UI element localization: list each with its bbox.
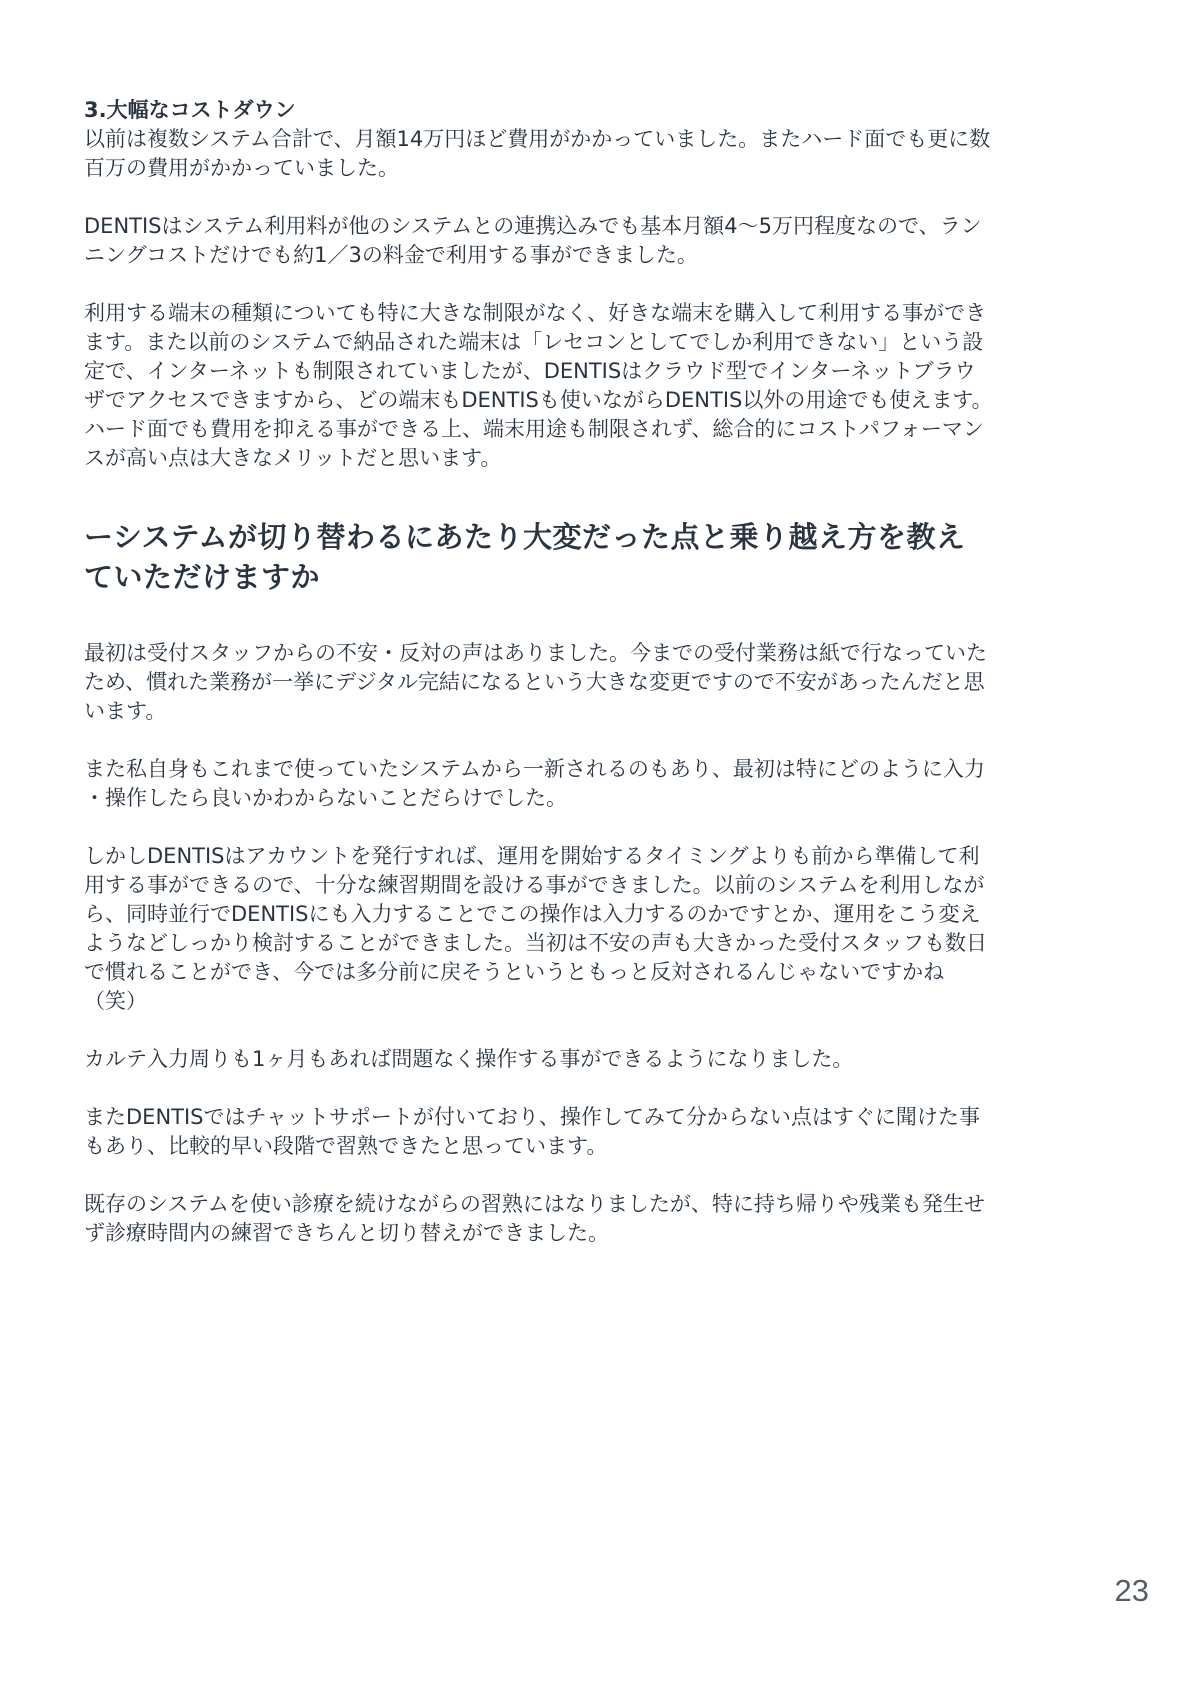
paragraph: 最初は受付スタッフからの不安・反対の声はありました。今までの受付業務は紙で行なっていた ため、慣れた業務が一挙にデジタル完結になるという大きな変更ですので不安があったんだと思 います。 (84, 641, 987, 723)
paragraph: また私自身もこれまで使っていたシステムから一新されるのもあり、最初は特にどのように入力 ・操作したら良いかわからないことだらけでした。 (84, 757, 985, 810)
paragraph: またDENTISではチャットサポートが付いており、操作してみて分からない点はすぐに聞けた事 もあり、比較的早い段階で習熟できたと思っています。 (84, 1105, 980, 1158)
question-heading: ーシステムが切り替わるにあたり大変だった点と乗り越え方を教え ていただけますか (84, 520, 966, 594)
section-title-cost-down: 3.大幅なコストダウン (84, 98, 296, 122)
answer-body (84, 639, 1124, 1248)
document-body (84, 96, 1124, 1248)
paragraph: 既存のシステムを使い診療を続けながらの習熟にはなりましたが、特に持ち帰りや残業も発生せ ず診療時間内の練習できちんと切り替えができました。 (84, 1192, 985, 1245)
paragraph: カルテ入力周りも1ヶ月もあれば問題なく操作する事ができるようになりました。 (84, 1047, 854, 1071)
paragraph: 以前は複数システム合計で、月額14万円ほど費用がかかっていました。またハード面でも更に数 百万の費用がかかっていました。 (84, 127, 991, 180)
paragraph: 利用する端末の種類についても特に大きな制限がなく、好きな端末を購入して利用する事ができ ます。また以前のシステムで納品された端末は「レセコンとしてでしか利用できない」という設 定で、インターネットも制限されていましたが、DENTISはクラウド型でインターネットブラウ ザでアクセスできますから、どの端末もDENTISも使いながらDENTIS以外の用途でも使えます。 ハード面でも費用を抑える事ができる上、端末用途も制限されず、総合的にコストパフォーマン スが高い点は大きなメリットだと思います。 (84, 301, 993, 470)
paragraph: DENTISはシステム利用料が他のシステムとの連携込みでも基本月額4〜5万円程度なので、ラン ニングコストだけでも約1／3の料金で利用する事ができました。 (84, 214, 982, 267)
paragraph: しかしDENTISはアカウントを発行すれば、運用を開始するタイミングよりも前から準備して利 用する事ができるので、十分な練習期間を設ける事ができました。以前のシステムを利用しなが ら、同時並行でDENTISにも入力することでこの操作は入力するのかですとか、運用をこう変え ようなどしっかり検討することができました。当初は不安の声も大きかった受付スタッフも数日 で慣れることができ、今では多分前に戻そうというともっと反対されるんじゃないですかね （笑） (84, 844, 987, 1013)
page-number: 23 (1114, 1573, 1149, 1608)
